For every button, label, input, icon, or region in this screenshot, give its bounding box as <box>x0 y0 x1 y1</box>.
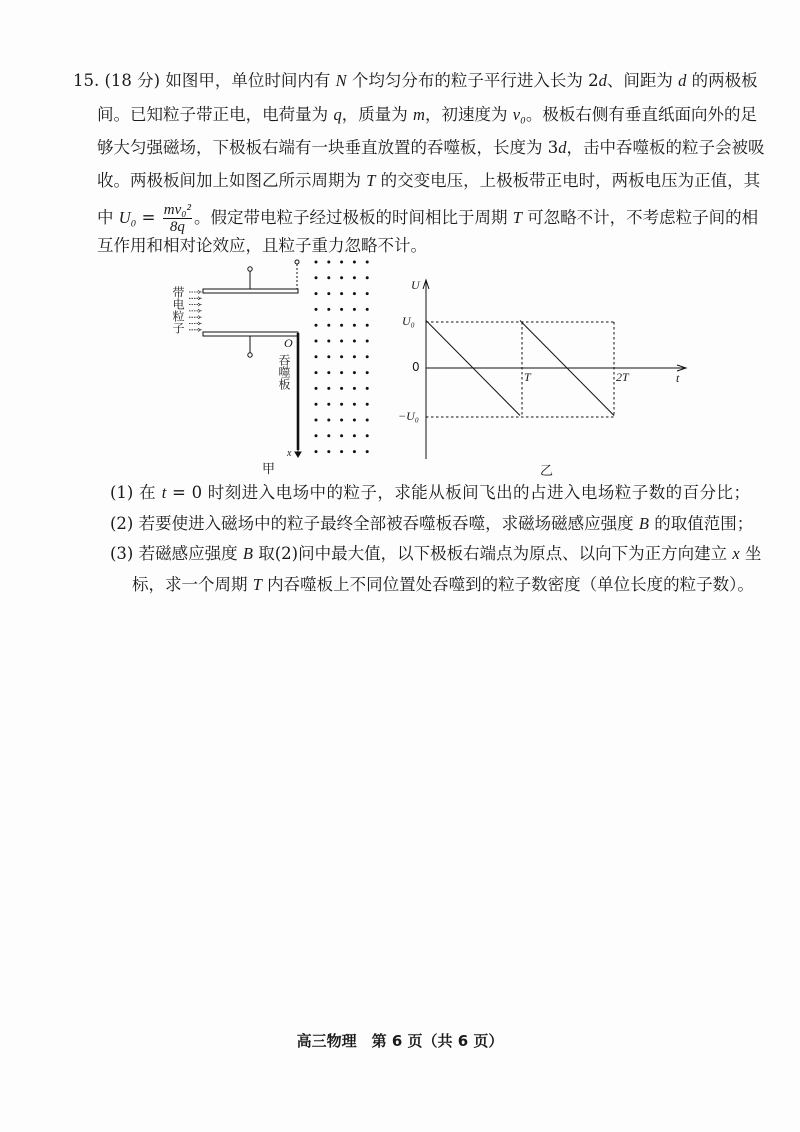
text-segment: ，击中吞噬板的粒子会被吸 <box>566 138 765 157</box>
t-axis-label: t <box>676 371 680 385</box>
field-dot <box>353 308 356 311</box>
field-dot <box>366 261 369 264</box>
text-segment: 可忽略不计，不考虑粒子间的相 <box>521 208 759 227</box>
particle-arrow <box>189 316 201 319</box>
field-dot <box>340 403 343 406</box>
field-dot <box>340 276 343 279</box>
text-segment: (2) 若要使进入磁场中的粒子最终全部被吞噬板吞噬，求磁场磁感应强度 <box>110 514 639 533</box>
field-dot <box>340 292 343 295</box>
math-symbol: N <box>335 71 347 90</box>
figure-yi <box>423 280 686 459</box>
field-dot <box>353 355 356 358</box>
math-symbol: q <box>333 105 342 124</box>
math-symbol: U₀ <box>118 208 137 227</box>
field-dot <box>366 371 369 374</box>
math-symbol: d <box>558 138 567 157</box>
text-segment: 内吞噬板上不同位置处吞噬到的粒子数密度（单位长度的粒子数）。 <box>261 575 754 594</box>
text-segment: 够大匀强磁场，下极板右端有一块垂直放置的吞噬板，长度为 3 <box>97 138 559 157</box>
field-dot <box>327 434 330 437</box>
field-dot <box>353 261 356 264</box>
field-dot <box>366 355 369 358</box>
text-segment: 间。已知粒子带正电，电荷量为 <box>97 105 334 124</box>
field-dot <box>327 261 330 264</box>
math-symbol: d <box>678 71 687 90</box>
field-dot <box>340 324 343 327</box>
text-segment: 标，求一个周期 <box>132 575 253 594</box>
particle-arrow <box>189 297 201 300</box>
field-dot <box>366 419 369 422</box>
math-symbol: m <box>413 105 425 124</box>
field-dot <box>353 419 356 422</box>
particle-arrow <box>189 303 201 306</box>
page-footer: 高三物理 第 6 页（共 6 页） <box>296 1032 504 1050</box>
field-dot <box>340 371 343 374</box>
field-dot <box>366 387 369 390</box>
field-dot <box>340 355 343 358</box>
field-dot <box>366 340 369 343</box>
field-dot <box>315 292 318 295</box>
field-dot <box>353 324 356 327</box>
tick-T: T <box>524 370 531 384</box>
particle-arrows <box>189 291 201 332</box>
field-dot <box>340 419 343 422</box>
field-dot <box>366 450 369 453</box>
field-dot <box>327 419 330 422</box>
text-segment: = 0 时刻进入电场中的粒子，求能从板间飞出的占进入电场粒子数的百分比； <box>166 483 750 502</box>
text-segment: 中 <box>97 208 119 227</box>
text-segment: ，质量为 <box>341 105 414 124</box>
text-segment: 。极板右侧有垂直纸面向外的足 <box>525 105 758 124</box>
field-dot <box>366 324 369 327</box>
field-dot <box>327 324 330 327</box>
text-segment: 、间距为 <box>606 71 679 90</box>
field-dot <box>340 261 343 264</box>
math-symbol: B <box>638 514 649 533</box>
field-dot <box>353 450 356 453</box>
math-symbol: T <box>252 575 262 594</box>
field-dot <box>366 292 369 295</box>
field-dot <box>327 403 330 406</box>
text-segment: 15. (18 分) 如图甲，单位时间内有 <box>73 71 336 90</box>
caption-jia: 甲 <box>262 462 276 477</box>
text-segment: 的取值范围； <box>648 514 754 533</box>
tick-2T: 2T <box>616 370 629 384</box>
field-dot <box>366 434 369 437</box>
field-dot <box>327 387 330 390</box>
field-dot <box>315 340 318 343</box>
text-segment: 坐 <box>739 544 762 563</box>
text-segment: ，初速度为 <box>424 105 513 124</box>
field-dot <box>315 276 318 279</box>
field-dot <box>353 292 356 295</box>
tick-neg-u0: −U₀ <box>398 409 419 423</box>
field-dot <box>327 371 330 374</box>
field-dot <box>315 308 318 311</box>
field-dot <box>340 387 343 390</box>
math-symbol: x <box>732 544 740 563</box>
particle-arrow <box>189 291 201 294</box>
text-segment: = <box>136 208 161 227</box>
origin-label: O <box>284 336 293 350</box>
field-dot <box>315 355 318 358</box>
u-axis-label: U <box>411 278 420 292</box>
math-symbol: d <box>598 71 607 90</box>
math-symbol: T <box>366 171 376 190</box>
field-dot <box>315 403 318 406</box>
text-segment: 的交变电压，上极板带正电时，两板电压为正值，其 <box>375 171 761 190</box>
field-dot <box>366 276 369 279</box>
field-dot <box>340 450 343 453</box>
text-segment: 取(2)问中最大值，以下极板右端点为原点、以向下为正方向建立 <box>252 544 733 563</box>
fraction-denominator: 8q <box>169 219 185 235</box>
text-segment: 。假定带电粒子经过极板的时间相比于周期 <box>193 208 513 227</box>
field-dot <box>315 434 318 437</box>
field-dot <box>327 292 330 295</box>
particle-label: 带电粒子 <box>171 286 185 334</box>
absorber-label: 吞噬板 <box>277 354 291 390</box>
text-segment: 个均匀分布的粒子平行进入长为 2 <box>346 71 599 90</box>
caption-yi: 乙 <box>540 464 554 479</box>
math-symbol: t <box>161 483 167 502</box>
field-dot <box>366 403 369 406</box>
math-symbol: T <box>512 208 522 227</box>
field-dot <box>315 324 318 327</box>
field-dot <box>315 387 318 390</box>
upper-plate <box>203 289 298 293</box>
particle-arrow <box>189 309 201 312</box>
text-segment: 互作用和相对论效应，且粒子重力忽略不计。 <box>97 236 427 255</box>
field-dot <box>327 308 330 311</box>
math-symbol: v₀ <box>512 105 526 124</box>
field-dot <box>315 419 318 422</box>
field-dot <box>353 276 356 279</box>
field-dot <box>340 340 343 343</box>
field-dot <box>327 450 330 453</box>
tick-u0: U₀ <box>402 314 415 328</box>
field-dot <box>353 371 356 374</box>
text-segment: 的两极板 <box>686 71 758 90</box>
field-dot <box>353 387 356 390</box>
field-dot <box>315 371 318 374</box>
field-dot <box>366 308 369 311</box>
field-dot <box>315 261 318 264</box>
fraction-numerator: mv₀² <box>163 202 191 218</box>
field-dot <box>353 403 356 406</box>
field-dot <box>315 450 318 453</box>
field-dot <box>327 276 330 279</box>
x-axis-label: x <box>287 448 292 459</box>
text-segment: 收。两极板间加上如图乙所示周期为 <box>97 171 367 190</box>
field-dot <box>353 340 356 343</box>
particle-arrow <box>189 328 201 331</box>
field-dot <box>353 434 356 437</box>
text-segment: (1) 在 <box>110 483 162 502</box>
field-dot <box>340 308 343 311</box>
math-symbol: B <box>242 544 253 563</box>
field-dot <box>327 340 330 343</box>
particle-arrow <box>189 322 201 325</box>
tick-zero: 0 <box>412 360 420 374</box>
field-dot <box>340 434 343 437</box>
field-dot <box>327 355 330 358</box>
magnetic-field-dots <box>315 261 369 454</box>
text-segment: (3) 若磁感应强度 <box>110 544 243 563</box>
